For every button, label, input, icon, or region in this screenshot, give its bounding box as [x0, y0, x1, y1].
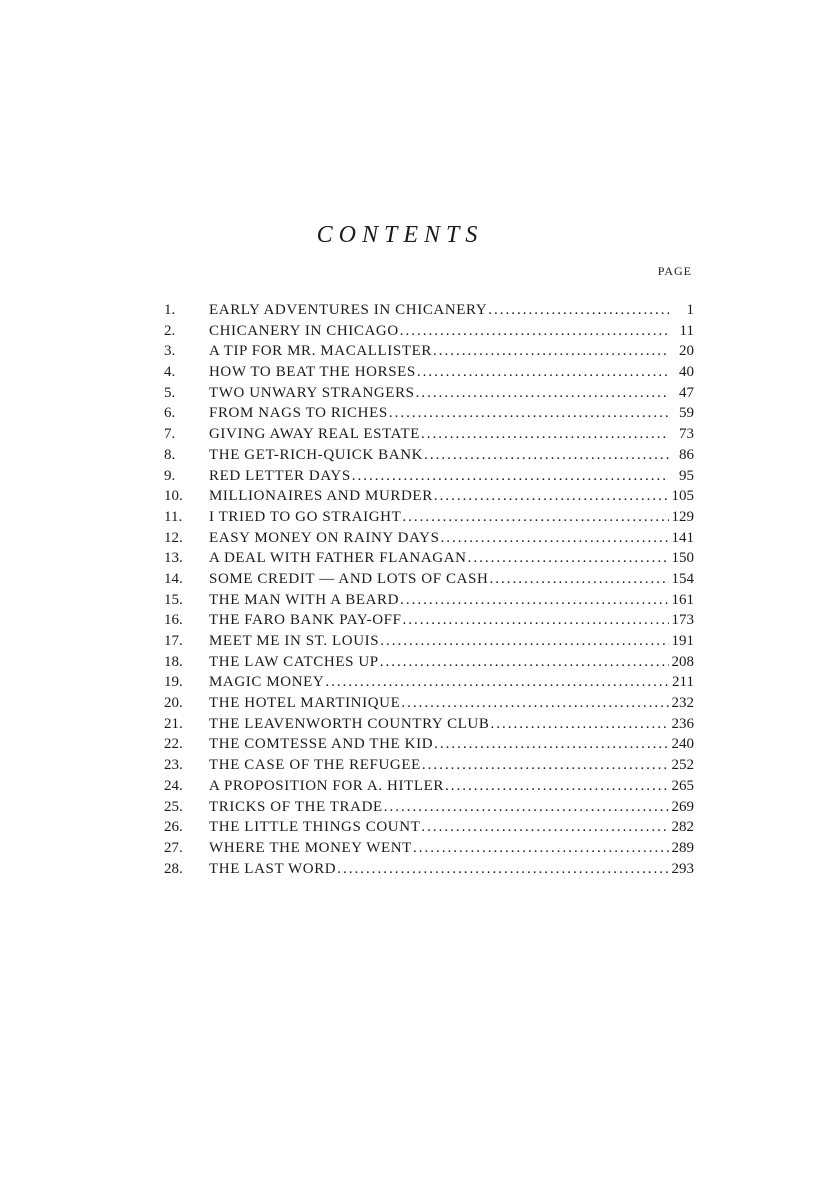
chapter-number: 15. [164, 591, 183, 608]
toc-entry [164, 612, 694, 633]
page-number: 20 [679, 343, 694, 360]
page-column-label: PAGE [657, 264, 692, 278]
page-number: 173 [671, 612, 694, 629]
toc-entry [164, 592, 694, 613]
dot-leader [421, 819, 669, 836]
dot-leader [337, 861, 669, 878]
chapter-number: 23. [164, 757, 183, 774]
page-number: 236 [671, 715, 694, 732]
chapter-title: THE CASE OF THE REFUGEE [209, 757, 421, 774]
chapter-number: 27. [164, 839, 183, 856]
dot-leader [489, 571, 669, 588]
toc-entry [164, 654, 694, 675]
chapter-number: 7. [164, 426, 176, 443]
toc-entry [164, 323, 694, 344]
dot-leader [445, 778, 669, 795]
chapter-number: 10. [164, 488, 183, 505]
chapter-title: MILLIONAIRES AND MURDER [209, 488, 433, 505]
chapter-number: 19. [164, 674, 183, 691]
dot-leader [400, 323, 669, 340]
toc-entry [164, 633, 694, 654]
chapter-number: 13. [164, 550, 183, 567]
chapter-number: 9. [164, 467, 176, 484]
chapter-number: 8. [164, 446, 176, 463]
chapter-title: SOME CREDIT — AND LOTS OF CASH [209, 570, 489, 587]
toc-entry [164, 778, 694, 799]
page-number: 240 [671, 736, 694, 753]
chapter-number: 16. [164, 612, 183, 629]
dot-leader [421, 426, 669, 443]
chapter-title: WHERE THE MONEY WENT [209, 839, 412, 856]
chapter-number: 24. [164, 777, 183, 794]
page-number: 269 [671, 798, 694, 815]
chapter-number: 26. [164, 819, 183, 836]
chapter-title: I TRIED TO GO STRAIGHT [209, 508, 402, 525]
chapter-title: EASY MONEY ON RAINY DAYS [209, 529, 440, 546]
dot-leader [468, 550, 669, 567]
dot-leader [352, 468, 669, 485]
toc-entry [164, 530, 694, 551]
dot-leader [400, 592, 669, 609]
dot-leader [488, 302, 669, 319]
dot-leader [422, 757, 669, 774]
toc-entry [164, 468, 694, 489]
chapter-number: 5. [164, 384, 176, 401]
chapter-number: 18. [164, 653, 183, 670]
toc-entry [164, 488, 694, 509]
toc-entry [164, 343, 694, 364]
dot-leader [403, 612, 669, 629]
page-number: 211 [672, 674, 694, 691]
page-number: 86 [679, 446, 694, 463]
chapter-number: 11. [164, 508, 183, 525]
chapter-title: THE COMTESSE AND THE KID [209, 736, 434, 753]
dot-leader [441, 530, 669, 547]
dot-leader [380, 633, 669, 650]
toc-entry [164, 674, 694, 695]
toc-entry [164, 385, 694, 406]
chapter-number: 4. [164, 364, 176, 381]
page-number: 289 [671, 839, 694, 856]
chapter-number: 14. [164, 570, 183, 587]
chapter-number: 12. [164, 529, 183, 546]
chapter-title: A TIP FOR MR. MACALLISTER [209, 343, 432, 360]
chapter-title: MEET ME IN ST. LOUIS [209, 633, 380, 649]
dot-leader [384, 799, 669, 816]
chapter-title: GIVING AWAY REAL ESTATE [209, 426, 420, 443]
chapter-title: THE HOTEL MARTINIQUE [209, 695, 401, 712]
page-number: 129 [671, 508, 694, 525]
toc-entry [164, 571, 694, 592]
chapter-number: 1. [164, 302, 176, 318]
toc-entry [164, 405, 694, 426]
dot-leader [402, 509, 669, 526]
dot-leader [424, 447, 669, 464]
toc-entry [164, 364, 694, 385]
dot-leader [434, 736, 669, 753]
page-number: 282 [671, 819, 694, 836]
chapter-title: THE LITTLE THINGS COUNT [209, 819, 421, 836]
dot-leader [433, 343, 669, 360]
dot-leader [325, 674, 669, 691]
chapter-number: 21. [164, 715, 183, 732]
page-number: 208 [671, 653, 694, 670]
page-number: 47 [679, 384, 694, 401]
toc-entry [164, 426, 694, 447]
dot-leader [416, 385, 669, 402]
page-number: 95 [679, 467, 694, 484]
toc-entry [164, 302, 694, 323]
chapter-title: THE LAST WORD [209, 860, 337, 877]
page-number: 105 [671, 488, 694, 505]
toc-entry [164, 509, 694, 530]
chapter-title: CHICANERY IN CHICAGO [209, 322, 399, 339]
chapter-title: THE FARO BANK PAY-OFF [209, 612, 402, 629]
toc-entry [164, 695, 694, 716]
page-number: 154 [671, 570, 694, 587]
dot-leader [417, 364, 669, 381]
chapter-title: A DEAL WITH FATHER FLANAGAN [209, 550, 467, 567]
page-number: 1 [686, 302, 694, 318]
toc-entry [164, 757, 694, 778]
chapter-title: FROM NAGS TO RICHES [209, 405, 388, 422]
toc-entry [164, 447, 694, 468]
chapter-title: EARLY ADVENTURES IN CHICANERY [209, 302, 488, 318]
page-title: CONTENTS [316, 222, 484, 248]
toc-entry [164, 799, 694, 820]
toc-entry [164, 716, 694, 737]
chapter-number: 2. [164, 322, 176, 339]
chapter-number: 25. [164, 798, 183, 815]
page-number: 293 [671, 860, 694, 877]
dot-leader [434, 488, 669, 505]
chapter-number: 6. [164, 405, 176, 422]
toc-entry [164, 736, 694, 757]
toc-entry [164, 840, 694, 861]
dot-leader [490, 716, 669, 733]
page-number: 73 [679, 426, 694, 443]
page-number: 40 [679, 364, 694, 381]
chapter-title: THE GET-RICH-QUICK BANK [209, 446, 424, 463]
dot-leader [389, 405, 669, 422]
dot-leader [413, 840, 669, 857]
page-number: 59 [679, 405, 694, 422]
toc-entry [164, 819, 694, 840]
chapter-title: HOW TO BEAT THE HORSES [209, 364, 416, 381]
chapter-number: 22. [164, 736, 183, 753]
dot-leader [380, 654, 669, 671]
page-number: 141 [671, 529, 694, 546]
page-number: 150 [671, 550, 694, 567]
chapter-title: THE LEAVENWORTH COUNTRY CLUB [209, 715, 490, 732]
page-number: 265 [671, 777, 694, 794]
page-number: 161 [671, 591, 694, 608]
chapter-title: A PROPOSITION FOR A. HITLER [209, 777, 444, 794]
page-number: 11 [679, 322, 694, 339]
chapter-number: 3. [164, 343, 176, 360]
page-number: 232 [671, 695, 694, 712]
page-number: 191 [671, 633, 694, 649]
toc-entry [164, 550, 694, 571]
chapter-title: TWO UNWARY STRANGERS [209, 384, 415, 401]
chapter-number: 20. [164, 695, 183, 712]
chapter-number: 28. [164, 860, 183, 877]
dot-leader [401, 695, 669, 712]
chapter-title: TRICKS OF THE TRADE [209, 798, 383, 815]
chapter-title: MAGIC MONEY [209, 674, 325, 691]
chapter-number: 17. [164, 633, 183, 649]
chapter-title: THE LAW CATCHES UP [209, 653, 379, 670]
chapter-title: THE MAN WITH A BEARD [209, 591, 400, 608]
chapter-title: RED LETTER DAYS [209, 467, 351, 484]
table-of-contents [164, 302, 694, 881]
page-number: 252 [671, 757, 694, 774]
toc-entry [164, 861, 694, 882]
